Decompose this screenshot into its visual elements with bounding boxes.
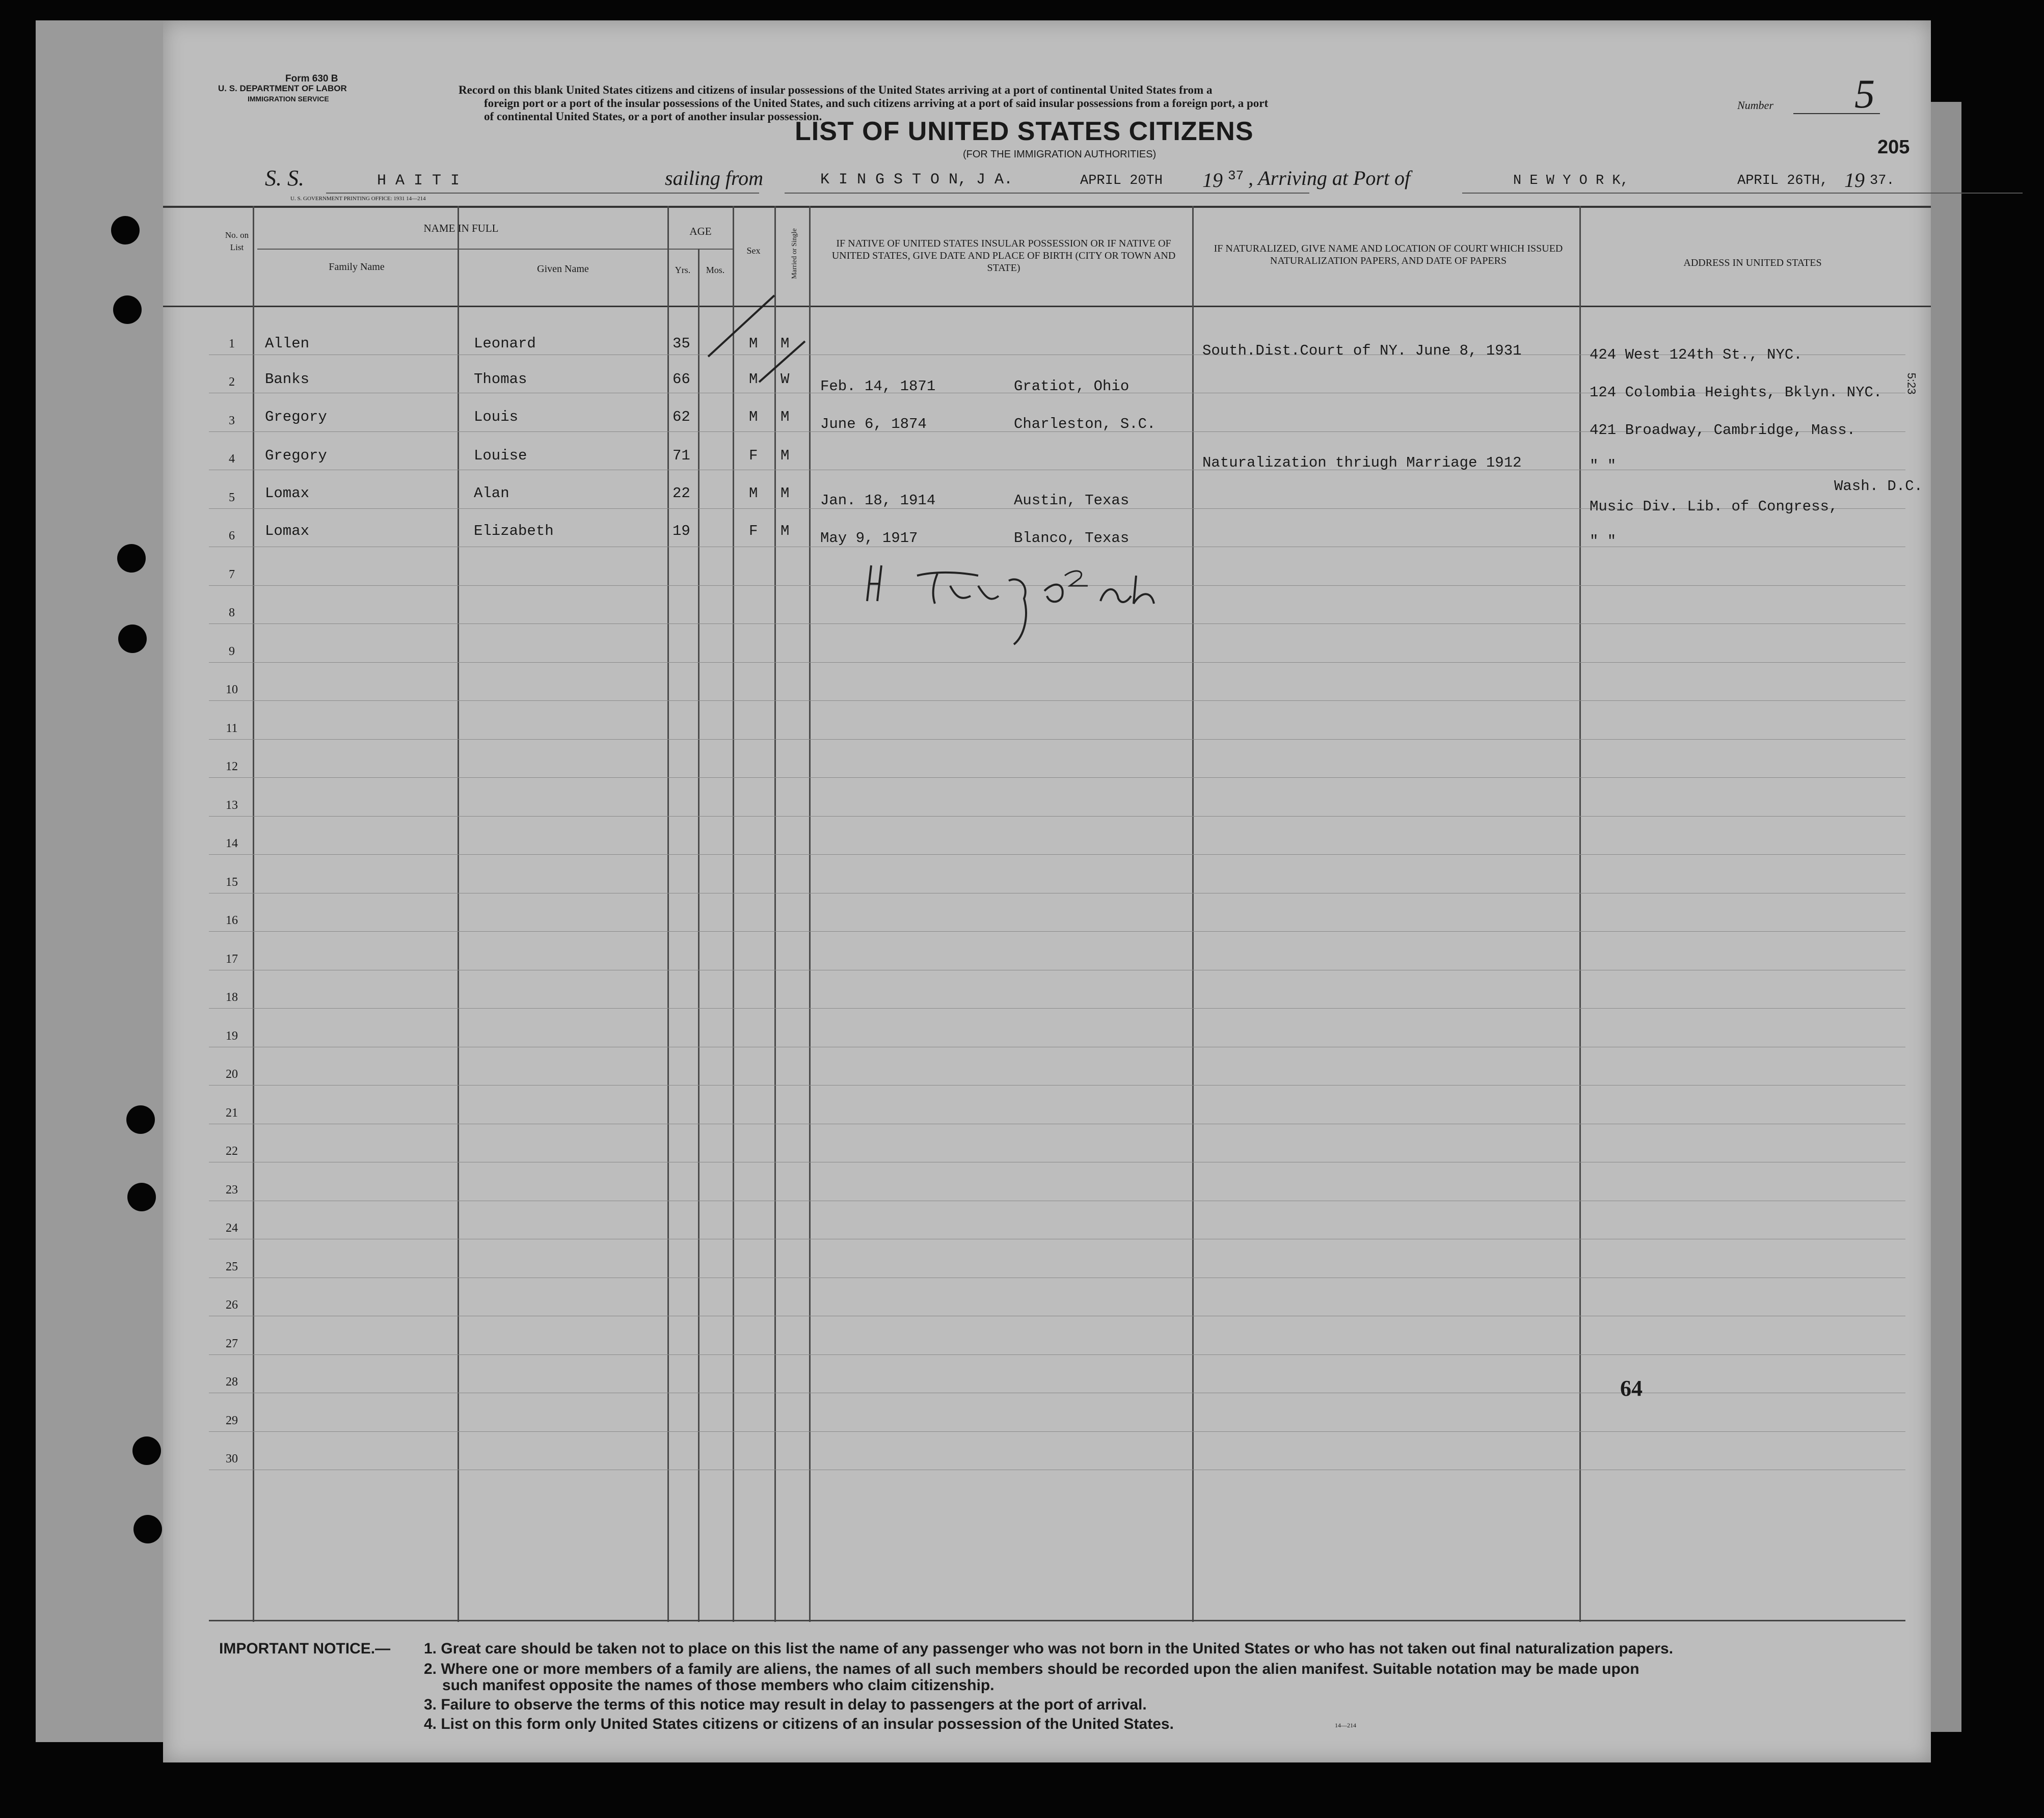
- header-birth: IF NATIVE OF UNITED STATES INSULAR POSSESSION OR IF NATIVE OF UNITED STATES, GIVE DATE AND PLACE OF BIRTH (CITY OR TOWN AND STATE): [831, 238, 1176, 274]
- arrive-year: 37.: [1870, 173, 1895, 188]
- given-name-cell: Louis: [474, 409, 519, 425]
- header-yrs: Yrs.: [675, 265, 691, 275]
- age-years-cell: 22: [673, 485, 690, 502]
- row-rule: [209, 739, 1905, 740]
- sex-cell: F: [749, 523, 758, 539]
- marital-status-cell: M: [781, 523, 790, 539]
- header-no-on-list: No. on List: [225, 230, 249, 252]
- row-number: 12: [226, 760, 238, 773]
- notice-item-3: 3. Failure to observe the terms of this notice may result in delay to passengers at the port of arrival.: [424, 1696, 1147, 1713]
- notice-lead: IMPORTANT NOTICE.—: [219, 1640, 391, 1657]
- header-mos: Mos.: [706, 265, 725, 275]
- binder-hole: [127, 1183, 156, 1211]
- header-given-name: Given Name: [537, 263, 589, 275]
- sex-cell: F: [749, 447, 758, 464]
- row-rule: [209, 931, 1905, 932]
- page-subtitle: (FOR THE IMMIGRATION AUTHORITIES): [963, 149, 1157, 160]
- family-name-cell: Lomax: [265, 523, 310, 539]
- notice-code: 14—214: [1335, 1722, 1356, 1729]
- form-department: U. S. DEPARTMENT OF LABOR: [218, 84, 347, 93]
- row-rule: [209, 1008, 1905, 1009]
- sailing-from-label: sailing from: [665, 167, 763, 189]
- ship-name: H A I T I: [377, 172, 460, 189]
- address-cell: Music Div. Lib. of Congress,: [1590, 498, 1838, 515]
- row-rule: [209, 1354, 1905, 1355]
- address-cell: 421 Broadway, Cambridge, Mass.: [1590, 422, 1856, 439]
- row-number: 29: [226, 1414, 238, 1427]
- birth-date-cell: Feb. 14, 1871: [820, 378, 936, 395]
- naturalization-cell: Naturalization thriugh Marriage 1912: [1202, 454, 1522, 471]
- row-number: 17: [226, 952, 238, 966]
- print-code: 14—214: [406, 196, 426, 202]
- header-family-name: Family Name: [329, 261, 385, 273]
- family-name-cell: Banks: [265, 371, 310, 388]
- birth-place-cell: Charleston, S.C.: [1014, 416, 1156, 432]
- page-number: 205: [1877, 137, 1910, 158]
- row-number: 20: [226, 1068, 238, 1081]
- table-bottom-border: [209, 1620, 1905, 1621]
- header-sex: Sex: [746, 246, 761, 256]
- marital-status-cell: M: [781, 335, 790, 352]
- sex-cell: M: [749, 371, 758, 388]
- marital-status-cell: M: [781, 485, 790, 502]
- form-service: IMMIGRATION SERVICE: [248, 95, 329, 103]
- row-number: 2: [229, 375, 235, 389]
- age-years-cell: 71: [673, 447, 690, 464]
- family-name-cell: Gregory: [265, 447, 327, 464]
- address-cell: " ": [1590, 457, 1617, 474]
- record-instruction-3: of continental United States, or a port of another insular possession.: [484, 110, 822, 123]
- from-port-underline: [785, 193, 1309, 194]
- print-office-note: [290, 196, 426, 202]
- row-number: 28: [226, 1375, 238, 1389]
- year-prefix-depart: 19: [1202, 169, 1223, 192]
- notice-item-4: 4. List on this form only United States citizens or citizens of an insular possession of the United States.: [424, 1716, 1174, 1732]
- given-name-cell: Thomas: [474, 371, 527, 388]
- sex-cell: M: [749, 335, 758, 352]
- row-number: 18: [226, 991, 238, 1004]
- underlying-page-edge: [1931, 102, 1961, 1732]
- naturalization-cell: South.Dist.Court of NY. June 8, 1931: [1202, 342, 1522, 359]
- age-years-cell: 19: [673, 523, 690, 539]
- page-title: LIST OF UNITED STATES CITIZENS: [795, 117, 1254, 146]
- binder-hole: [118, 625, 147, 653]
- row-number: 4: [229, 452, 235, 466]
- row-rule: [209, 700, 1905, 701]
- row-number: 25: [226, 1260, 238, 1273]
- given-name-cell: Louise: [474, 447, 527, 464]
- family-name-cell: Gregory: [265, 409, 327, 425]
- to-port: N E W Y O R K,: [1513, 173, 1629, 188]
- age-years-cell: 35: [673, 335, 690, 352]
- given-name-cell: Alan: [474, 485, 509, 502]
- address-cell: " ": [1590, 533, 1617, 550]
- row-number: 26: [226, 1298, 238, 1312]
- age-years-cell: 66: [673, 371, 690, 388]
- family-name-cell: Allen: [265, 335, 310, 352]
- row-number: 30: [226, 1452, 238, 1466]
- notice-item-2: 2. Where one or more members of a family are aliens, the names of all such members should be recorded upon the alien manifest. Suitable notation may be made upon: [424, 1661, 1639, 1677]
- print-office: U. S. GOVERNMENT PRINTING OFFICE: 1931: [290, 196, 405, 202]
- notice-item-2-cont: such manifest opposite the names of those members who claim citizenship.: [442, 1677, 994, 1694]
- number-value: 5: [1854, 72, 1875, 117]
- ss-label: S. S.: [265, 166, 304, 191]
- col-line: [458, 206, 459, 1622]
- marital-status-cell: M: [781, 409, 790, 425]
- row-number: 10: [226, 683, 238, 696]
- given-name-cell: Elizabeth: [474, 523, 554, 539]
- depart-date: APRIL 20TH: [1080, 173, 1163, 188]
- row-number: 3: [229, 414, 235, 427]
- row-rule: [209, 1431, 1905, 1432]
- address-extra-line: Wash. D.C.: [1834, 478, 1923, 495]
- binder-hole: [113, 295, 142, 324]
- binder-hole: [133, 1515, 162, 1543]
- row-rule: [209, 1085, 1905, 1086]
- marital-status-cell: M: [781, 447, 790, 464]
- row-number: 1: [229, 337, 235, 350]
- given-name-cell: Leonard: [474, 335, 536, 352]
- row-number: 27: [226, 1337, 238, 1350]
- row-number: 21: [226, 1106, 238, 1120]
- name-group-line: [257, 249, 680, 250]
- row-number: 19: [226, 1029, 238, 1043]
- side-mark: 5:23: [1905, 372, 1918, 395]
- depart-year: 37: [1228, 168, 1244, 183]
- age-years-cell: 62: [673, 409, 690, 425]
- row-number: 6: [229, 529, 235, 542]
- row-number: 8: [229, 606, 235, 619]
- address-cell: 424 West 124th St., NYC.: [1590, 346, 1803, 363]
- col-line: [667, 206, 669, 1622]
- handwritten-annotation: [861, 555, 1177, 657]
- family-name-cell: Lomax: [265, 485, 310, 502]
- row-rule: [209, 662, 1905, 663]
- row-number: 13: [226, 798, 238, 812]
- row-number: 5: [229, 491, 235, 504]
- birth-date-cell: June 6, 1874: [820, 416, 927, 432]
- sex-cell: M: [749, 485, 758, 502]
- binder-hole: [117, 544, 146, 573]
- record-instruction-2: foreign port or a port of the insular possessions of the United States, and such citizens arriving at a port of said insular possessions from a foreign port, a port: [484, 97, 1269, 110]
- ship-underline: [326, 193, 759, 194]
- handwritten-check-marks: [698, 265, 851, 601]
- age-group-line: [667, 249, 733, 250]
- table-header-bottom: [163, 306, 1931, 307]
- number-label: Number: [1737, 99, 1773, 112]
- row-number: 7: [229, 567, 235, 581]
- birth-place-cell: Blanco, Texas: [1014, 530, 1129, 547]
- birth-date-cell: May 9, 1917: [820, 530, 918, 547]
- binder-hole: [111, 216, 140, 245]
- sex-cell: M: [749, 409, 758, 425]
- binder-hole: [126, 1105, 155, 1134]
- from-port: K I N G S T O N, J A.: [820, 171, 1013, 188]
- row-rule: [209, 816, 1905, 817]
- table-top-border: [163, 206, 1931, 208]
- to-port-underline: [1462, 193, 2023, 194]
- row-number: 23: [226, 1183, 238, 1197]
- birth-place-cell: Austin, Texas: [1014, 492, 1129, 509]
- header-naturalized: IF NATURALIZED, GIVE NAME AND LOCATION OF COURT WHICH ISSUED NATURALIZATION PAPERS, AND DATE OF PAPERS: [1214, 243, 1563, 266]
- row-rule: [209, 854, 1905, 855]
- row-number: 16: [226, 914, 238, 927]
- manifest-sheet: [163, 20, 1931, 1762]
- header-address: ADDRESS IN UNITED STATES: [1683, 257, 1822, 268]
- header-age: AGE: [689, 225, 712, 237]
- header-married-single: Married or Single: [791, 228, 798, 279]
- year-prefix-arrive: 19: [1844, 169, 1865, 192]
- header-name-in-full: NAME IN FULL: [423, 222, 499, 234]
- birth-date-cell: Jan. 18, 1914: [820, 492, 936, 509]
- row-number: 24: [226, 1222, 238, 1235]
- row-number: 14: [226, 837, 238, 850]
- address-cell: 124 Colombia Heights, Bklyn. NYC.: [1590, 384, 1882, 401]
- col-line: [1192, 206, 1194, 1622]
- marital-status-cell: W: [781, 371, 790, 388]
- binder-hole: [132, 1436, 161, 1465]
- row-number: 9: [229, 644, 235, 658]
- arrive-date: APRIL 26TH,: [1737, 173, 1828, 188]
- record-instruction-1: Record on this blank United States citizens and citizens of insular possessions of the United States arriving at a port of continental United States from a: [459, 84, 1213, 96]
- row-number: 11: [226, 721, 238, 735]
- form-number: Form 630 B: [285, 73, 338, 84]
- stamp-number-64: 64: [1620, 1376, 1643, 1401]
- birth-place-cell: Gratiot, Ohio: [1014, 378, 1129, 395]
- row-rule: [209, 777, 1905, 778]
- notice-item-1: 1. Great care should be taken not to place on this list the name of any passenger who was not born in the United States or who has not taken out final naturalization papers.: [424, 1640, 1674, 1657]
- arriving-label: , Arriving at Port of: [1248, 167, 1411, 189]
- row-number: 22: [226, 1145, 238, 1158]
- col-line: [1579, 206, 1581, 1622]
- row-number: 15: [226, 875, 238, 889]
